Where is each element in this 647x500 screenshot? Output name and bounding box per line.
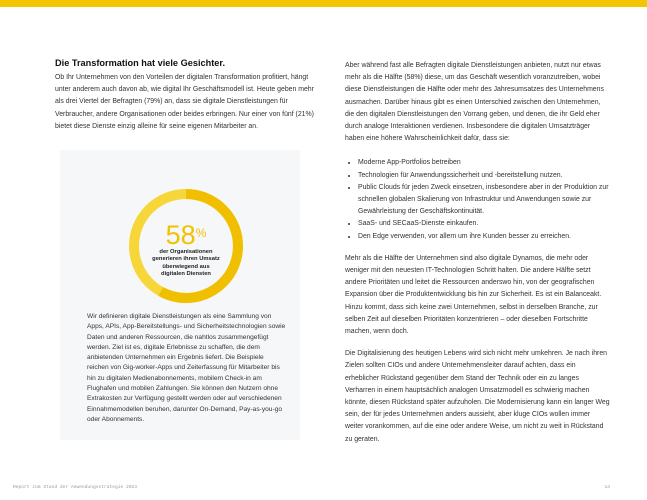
bullet-item: • Moderne App-Portfolios betreiben [358,157,610,169]
bullet-item: • Den Edge verwenden, vor allem um ihre Kunden besser zu erreichen. [358,231,610,243]
intro-paragraph: Ob Ihr Unternehmen von den Vorteilen der digitalen Transformation profitiert, hängt unter anderem auch davon ab, wie digital Ihr Geschäftsmodell ist. Heute geben mehr als drei Viertel der Befragten (79%) an, dass sie digitale Dienstleistungen für Verbraucher, andere Organisationen oder beides erbringen. Nur einer von fünf (21%) bietet diese Dienste einzig alleine für seine eigenen Mitarbeiter an. [55,74,314,130]
bullet-item: • Technologien für Anwendungssicherheit und -bereitstellung nutzen. [358,170,610,182]
footer-report-title: Report zum Stand der Anwendungsstrategie 2023 [13,485,138,490]
top-accent-bar [0,0,647,7]
stat-value: 58% [165,220,207,250]
page-number: 14 [604,485,610,490]
bullet-item: • Public Clouds für jeden Zweck einsetzen, insbesondere aber in der Produktion zur schnellen globalen Skalierung von Infrastruktur und Anwendungen sowie zur Gewährleistung der Geschäftskontinuität. [358,182,610,219]
left-column [55,57,317,133]
paragraph-2: Mehr als die Hälfte der Unternehmen sind also digitale Dynamos, die mehr oder weniger mit den neuesten IT-Technologien Schritt halten. Die andere Hälfte setzt andere Prioritäten und leitet die Ressourcen anderswo hin, von der geografischen Expansion über die Produktentwicklung bis hin zur Sicherheit. Es ist ein Balanceakt. Hinzu kommt, dass sich keine zwei Unternehmen, selbst in derselben Branche, zur selben Zeit auf dieselben Prioritäten konzentrieren – oder dieselben Fortschritte machen, wenn doch. [345,254,602,336]
stat-label: der Organisationen generieren ihren Umsatz überwiegend aus digitalen Diensten [152,249,220,277]
paragraph-1: Aber während fast alle Befragten digitale Dienstleistungen anbieten, nutzt nur etwas mehr als die Hälfte (58%) diese, um das Geschäft wesentlich voranzutreiben, wobei diese Dienstleistungen die Hälfte oder mehr des Jahresumsatzes des Unternehmens ausmachen. Darüber hinaus gibt es einen Unterschied zwischen den Unternehmen, die den digitalen Dienstleistungen den Vorrang geben, und denen, die ihr Geld eher durch analoge Interaktionen verdienen. Insbesondere die digitalen Umsatzträger haben eine höhere Wahrscheinlichkeit dafür, dass sie: [345,62,604,143]
donut-center-label [128,222,244,278]
right-column [345,60,610,446]
bullet-list [345,157,610,242]
stat-callout-box [60,150,300,440]
paragraph-3: Die Digitalisierung des heutigen Lebens wird sich nicht mehr umkehren. Je nach ihren Zielen sollten CIOs und andere Unternehmensleiter darauf achten, dass ein erheblicher Rückstand gegenüber dem Stand der Technik oder ein zu langes Verharren in einem hauptsächlich analogen Umsatzmodell es schwierig machen könnte, diesen Rückstand später aufzuholen. Die Modernisierung kann ein langer Weg sein, der für jedes Unternehmen anders aussieht, aber kluge CIOs wollen immer weiter vorankommen, auf die eine oder andere Weise, um nicht zu weit in Rückstand zu geraten. [345,350,610,443]
bullet-item: • SaaS- und SECaaS-Dienste einkaufen. [358,218,610,230]
section-heading: Die Transformation hat viele Gesichter. [55,58,226,68]
definition-text: Wir definieren digitale Dienstleistungen als eine Sammlung von Apps, APIs, App-Bereitstellungs- und Sicherheitstechnologien sowie Daten und anderen Ressourcen, die nahtlos zusammengefügt werden. Ziel ist es, digitale Erlebnisse zu schaffen, die dem anbietenden Unternehmen ein Ergebnis liefert. Die Beispiele reichen von Gig-worker-Apps und Zeiterfassung für Mitarbeiter bis hin zu digitalen Medienabonnements, mobilem Check-in am Flughafen und mobilen Zahlungen. Sie können den Nutzern ohne Extrakosten zur Verfügung gestellt werden oder auf verschiedenen Einnahmemodellen beruhen, darunter On-Demand, Pay-as-you-go oder Abonnements. [87,313,286,423]
